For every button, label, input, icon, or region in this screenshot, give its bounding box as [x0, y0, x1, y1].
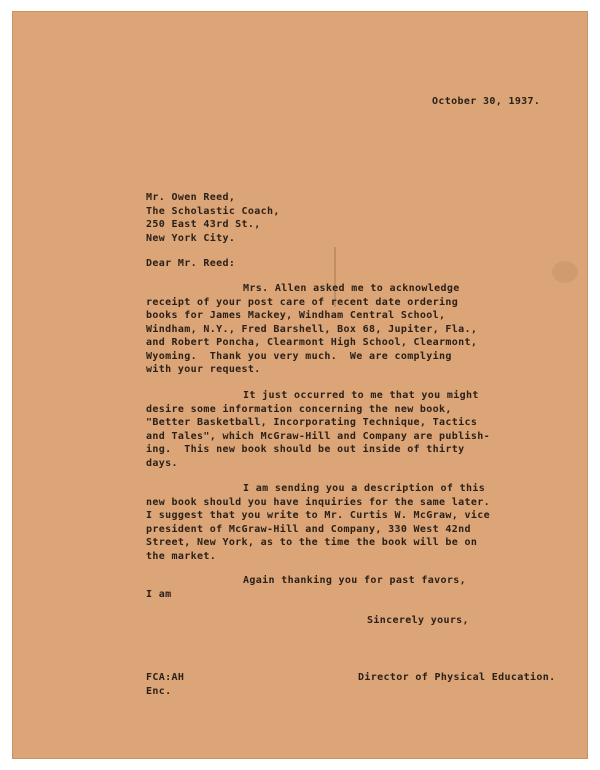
p1-line-4: Windham, N.Y., Fred Barshell, Box 68, Jupiter, Fla., [146, 323, 478, 335]
recipient-line-2: The Scholastic Coach, [146, 205, 280, 217]
p2-line-4: and Tales", which McGraw-Hill and Company are publish- [146, 430, 491, 442]
p1-line-3: books for James Mackey, Windham Central School, [146, 310, 446, 321]
closing-line: Again thanking you for past favors, [243, 575, 466, 586]
p3-line-3: I suggest that you write to Mr. Curtis W. McGraw, vice [146, 510, 491, 521]
letter-sheet [12, 11, 588, 759]
p2-line-3: "Better Basketball, Incorporating Technique, Tactics [146, 417, 478, 428]
p2-line-5: ing. This new book should be out inside of thirty [146, 444, 465, 455]
p3-line-2: new book should you have inquiries for the same later. [146, 496, 491, 508]
typist-initials: FCA:AH [146, 672, 185, 683]
p1-line-7: with your request. [146, 364, 261, 375]
p1-line-5: and Robert Poncha, Clearmont High School, Clearmont, [146, 337, 478, 348]
p3-line-1: I am sending you a description of this [243, 483, 486, 494]
letter-date: October 30, 1937. [432, 96, 541, 107]
closing-line-2: I am [146, 588, 172, 600]
p3-line-5: Street, New York, as to the time the book will be on [146, 537, 478, 548]
p2-line-2: desire some information concerning the new book, [146, 403, 452, 415]
recipient-line-4: New York City. [146, 232, 236, 244]
p3-line-6: the market. [146, 550, 217, 562]
signature-title: Director of Physical Education. [358, 672, 556, 683]
p2-line-1: It just occurred to me that you might [243, 390, 479, 401]
p1-line-1: Mrs. Allen asked me to acknowledge [243, 283, 460, 294]
valediction: Sincerely yours, [367, 615, 469, 626]
p2-line-6: days. [146, 457, 178, 469]
recipient-line-3: 250 East 43rd St., [146, 219, 261, 230]
p1-line-6: Wyoming. Thank you very much. We are complying [146, 350, 452, 362]
recipient-line-1: Mr. Owen Reed, [146, 192, 236, 203]
paper-stain [552, 261, 578, 283]
salutation: Dear Mr. Reed: [146, 258, 236, 269]
enclosure-note: Enc. [146, 685, 172, 697]
p1-line-2: receipt of your post care of recent date ordering [146, 296, 459, 308]
p3-line-4: president of McGraw-Hill and Company, 330 West 42nd [146, 523, 471, 535]
